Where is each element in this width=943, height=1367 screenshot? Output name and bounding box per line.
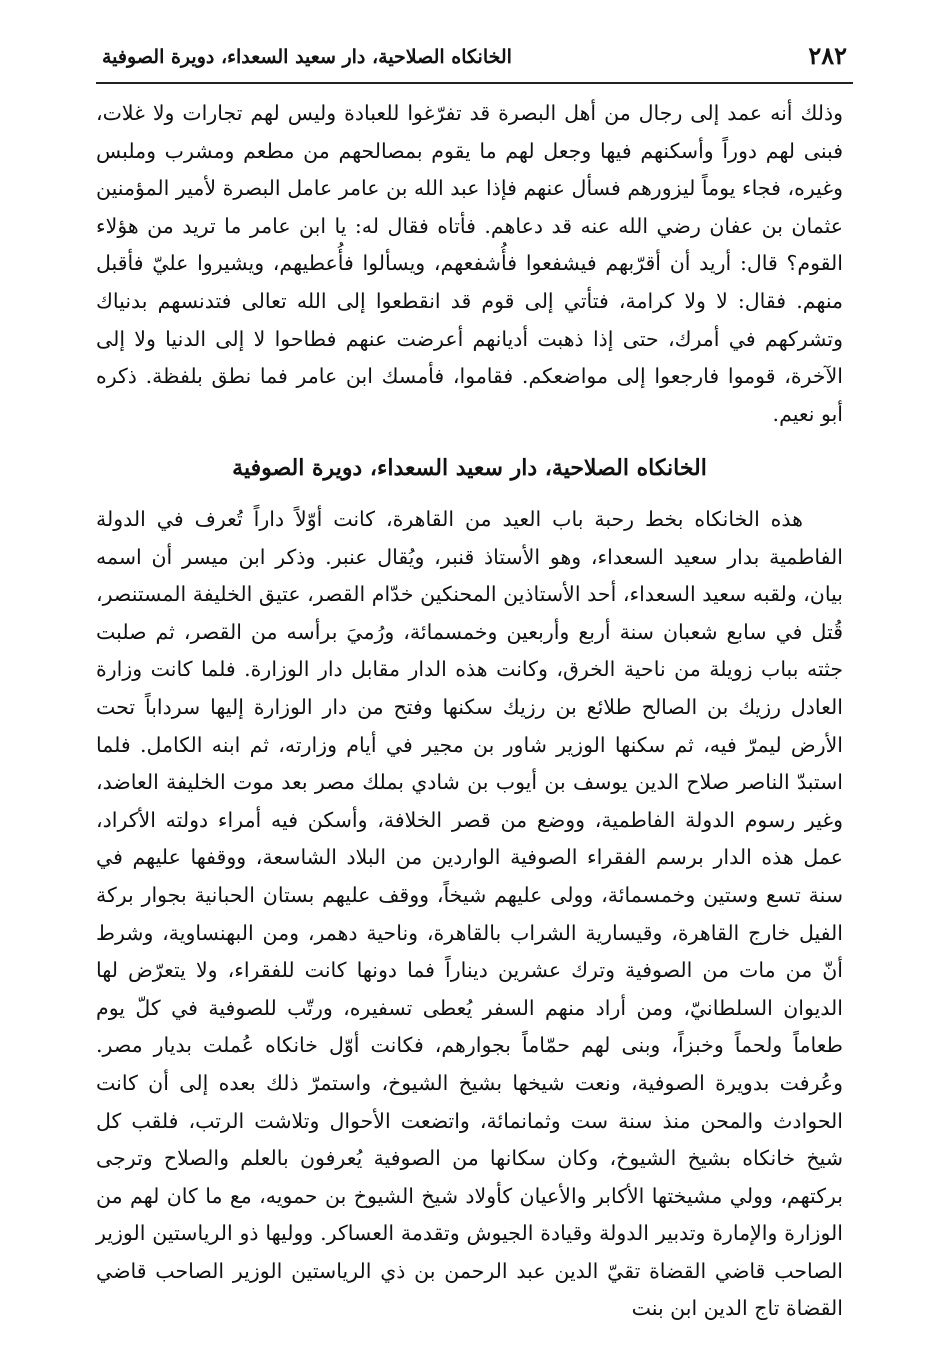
paragraph-1: وذلك أنه عمد إلى رجال من أهل البصرة قد تفرّغوا للعبادة وليس لهم تجارات ولا غلات، فبنى لهم دوراً وأسكنهم فيها وجعل لهم ما يقوم بمصالحهم من مطعم ومشرب وملبس وغيره، فجاء يوماً ليزورهم فسأل عنهم فإذا عبد الله بن عامر عامل البصرة لأمير المؤمنين عثمان بن عفان رضي الله عنه قد دعاهم. فأتاه فقال له: يا ابن عامر ما تريد من هؤلاء القوم؟ قال: أريد أن أقرّبهم فيشفعوا فأُشفعهم، ويسألوا فأُعطيهم، ويشيروا عليّ فأقبل منهم. فقال: لا ولا كرامة، فتأتي إلى قوم قد انقطعوا إلى الله تعالى فتدنسهم بدنياك وتشركهم في أمرك، حتى إذا ذهبت أديانهم أعرضت عنهم فطاحوا لا إلى الدنيا ولا إلى الآخرة، قوموا فارجعوا إلى مواضعكم. فقاموا، فأمسك ابن عامر فما نطق بلفظة. ذكره أبو نعيم. <box>96 101 843 426</box>
paragraph-2: هذه الخانكاه بخط رحبة باب العيد من القاهرة، كانت أوّلاً داراً تُعرف في الدولة الفاطمية بدار سعيد السعداء، وهو الأستاذ قنبر، ويُقال عنبر. وذكر ابن ميسر أن اسمه بيان، ولقبه سعيد السعداء، أحد الأستاذين المحنكين خدّام القصر، عتيق الخليفة المستنصر، قُتل في سابع شعبان سنة أربع وأربعين وخمسمائة، ورُميَ برأسه من القصر، ثم صلبت جثته بباب زويلة من ناحية الخرق، وكانت هذه الدار مقابل دار الوزارة. فلما كانت وزارة العادل رزيك بن الصالح طلائع بن رزيك سكنها وفتح من دار الوزارة إليها سرداباً تحت الأرض ليمرّ فيه، ثم سكنها الوزير شاور بن مجير في أيام وزارته، ثم ابنه الكامل. فلما استبدّ الناصر صلاح الدين يوسف بن أيوب بن شادي بملك مصر بعد موت الخليفة العاضد، وغير رسوم الدولة الفاطمية، ووضع من قصر الخلافة، وأسكن فيه أمراء دولته الأكراد، عمل هذه الدار برسم الفقراء الصوفية الواردين من البلاد الشاسعة، ووقفها عليهم في سنة تسع وستين وخمسمائة، وولى عليهم شيخاً، ووقف عليهم بستان الحبانية بجوار بركة الفيل خارج القاهرة، وقيسارية الشراب بالقاهرة، وناحية دهمر، ومن البهنساوية، وشرط أنّ من مات من الصوفية وترك عشرين ديناراً فما دونها كانت للفقراء، ولا يتعرّض لها الديوان السلطانيّ، ومن أراد منهم السفر يُعطى تسفيره، ورتّب للصوفية في كلّ يوم طعاماً ولحماً وخبزاً، وبنى لهم حمّاماً بجوارهم، فكانت أوّل خانكاه عُملت بديار مصر. وعُرفت بدويرة الصوفية، ونعت شيخها بشيخ الشيوخ، واستمرّ ذلك بعده إلى أن كانت الحوادث والمحن منذ سنة ست وثمانمائة، واتضعت الأحوال وتلاشت الرتب، فلقب كل شيخ خانكاه بشيخ الشيوخ، وكان سكانها من الصوفية يُعرفون بالعلم والصلاح وترجى بركتهم، وولي مشيختها الأكابر والأعيان كأولاد شيخ الشيوخ بن حمويه، مع ما كان لهم من الوزارة والإمارة وتدبير الدولة وقيادة الجيوش وتقدمة العساكر. ووليها ذو الرياستين الوزير الصاحب قاضي القضاة تقيّ الدين عبد الرحمن بن ذي الرياستين الوزير الصاحب قاضي القضاة تاج الدين ابن بنت <box>96 507 843 1321</box>
header-divider <box>96 82 853 84</box>
section-heading: الخانكاه الصلاحية، دار سعيد السعداء، دويرة الصوفية <box>232 455 707 481</box>
page-header <box>96 38 853 78</box>
page-number: ٢٨٢ <box>808 41 847 70</box>
running-title: الخانكاه الصلاحية، دار سعيد السعداء، دويرة الصوفية <box>102 46 512 68</box>
